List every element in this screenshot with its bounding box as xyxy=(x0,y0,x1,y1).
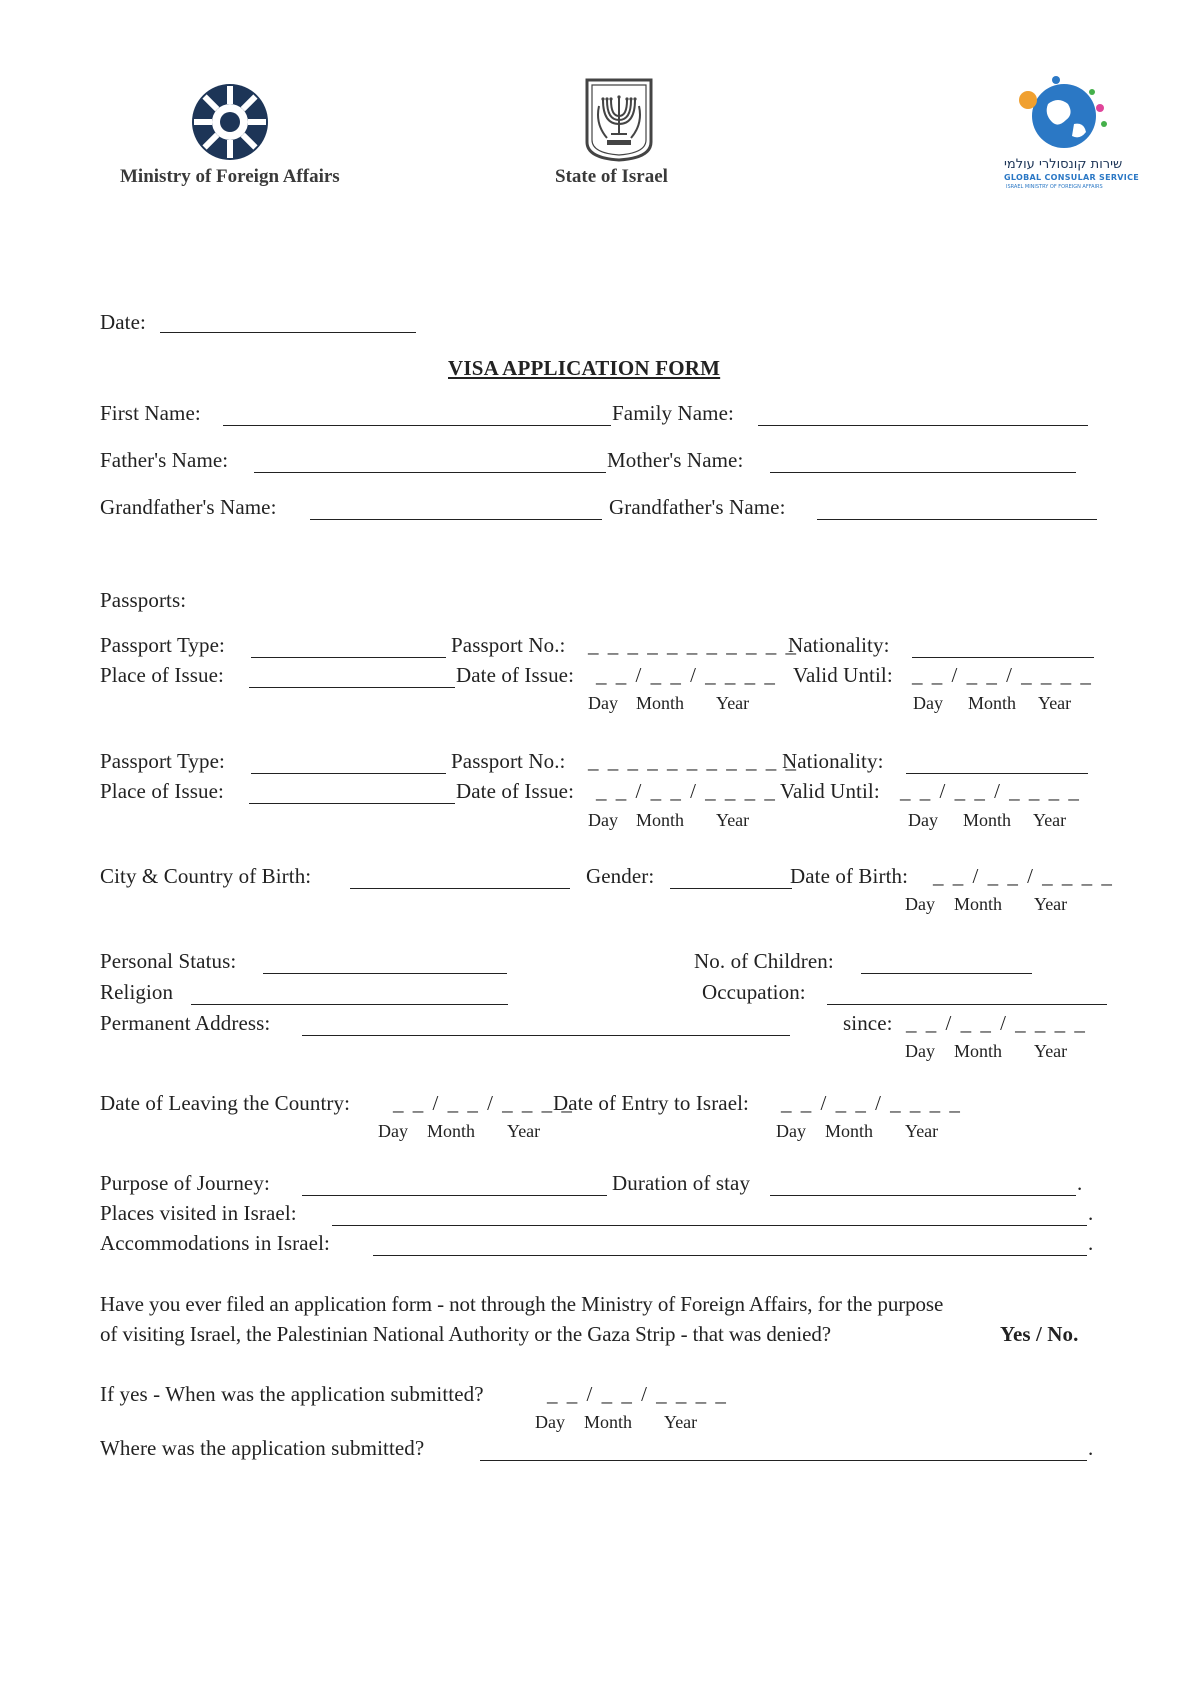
nationality-field[interactable] xyxy=(912,657,1094,658)
permanent-address-label: Permanent Address: xyxy=(100,1011,271,1035)
date-of-issue-label: Date of Issue: xyxy=(456,663,575,687)
grandfathers-name-label-1: Grandfather's Name: xyxy=(100,495,277,519)
valid-until-label: Valid Until: xyxy=(793,663,893,687)
fathers-name-field[interactable] xyxy=(254,472,606,473)
consular-logo-small: ISRAEL MINISTRY OF FOREIGN AFFAIRS xyxy=(1006,184,1103,190)
nationality-field[interactable] xyxy=(906,773,1088,774)
purpose-field[interactable] xyxy=(302,1195,607,1196)
permanent-address-field[interactable] xyxy=(302,1035,790,1036)
date-part-month: Month xyxy=(636,693,685,713)
duration-label: Duration of stay xyxy=(612,1171,751,1195)
mfa-logo-caption: Ministry of Foreign Affairs xyxy=(120,166,340,187)
state-logo-caption: State of Israel xyxy=(555,166,668,187)
passports-heading: Passports: xyxy=(100,588,187,612)
passport-no-label: Passport No.: xyxy=(451,749,566,773)
date-part-day: Day xyxy=(378,1121,408,1141)
mothers-name-label: Mother's Name: xyxy=(607,448,744,472)
date-leaving-label: Date of Leaving the Country: xyxy=(100,1091,351,1115)
nationality-label: Nationality: xyxy=(788,633,890,657)
menorah-emblem-icon xyxy=(583,76,655,162)
duration-field[interactable] xyxy=(770,1195,1076,1196)
accommodations-field[interactable] xyxy=(373,1255,1087,1256)
date-entry-label: Date of Entry to Israel: xyxy=(553,1091,749,1115)
no-of-children-field[interactable] xyxy=(861,973,1032,974)
place-of-issue-field[interactable] xyxy=(249,687,455,688)
date-of-issue-field[interactable]: _ _ / _ _ / _ _ _ _ xyxy=(596,779,777,803)
consular-globe-icon xyxy=(1008,74,1116,156)
passport-no-field[interactable]: _ _ _ _ _ _ _ _ _ _ _ xyxy=(588,749,798,773)
date-part-year: Year xyxy=(905,1121,939,1141)
date-part-month: Month xyxy=(954,1041,1003,1061)
grandfathers-name-field-1[interactable] xyxy=(310,519,602,520)
date-part-day: Day xyxy=(588,693,618,713)
date-part-day: Day xyxy=(776,1121,806,1141)
place-of-issue-field[interactable] xyxy=(249,803,455,804)
passport-no-field[interactable]: _ _ _ _ _ _ _ _ _ _ _ xyxy=(588,633,798,657)
date-part-month: Month xyxy=(825,1121,874,1141)
place-of-issue-label: Place of Issue: xyxy=(100,663,224,687)
date-part-day: Day xyxy=(905,894,935,914)
date-part-month: Month xyxy=(963,810,1012,830)
date-part-day: Day xyxy=(913,693,943,713)
since-field[interactable]: _ _ / _ _ / _ _ _ _ xyxy=(906,1011,1087,1035)
when-submitted-field[interactable]: _ _ / _ _ / _ _ _ _ xyxy=(547,1382,728,1406)
accommodations-period: . xyxy=(1088,1231,1094,1255)
occupation-field[interactable] xyxy=(827,1004,1107,1005)
passport-type-label: Passport Type: xyxy=(100,633,225,657)
date-part-year: Year xyxy=(1034,1041,1068,1061)
valid-until-field[interactable]: _ _ / _ _ / _ _ _ _ xyxy=(912,663,1093,687)
since-label: since: xyxy=(843,1011,893,1035)
when-submitted-label: If yes - When was the application submitted? xyxy=(100,1382,484,1406)
date-field[interactable] xyxy=(160,332,416,333)
places-visited-field[interactable] xyxy=(332,1225,1087,1226)
passport-type-field[interactable] xyxy=(251,773,446,774)
family-name-field[interactable] xyxy=(758,425,1088,426)
fathers-name-label: Father's Name: xyxy=(100,448,229,472)
date-of-issue-label: Date of Issue: xyxy=(456,779,575,803)
religion-label: Religion xyxy=(100,980,174,1004)
city-country-birth-label: City & Country of Birth: xyxy=(100,864,312,888)
mothers-name-field[interactable] xyxy=(770,472,1076,473)
where-submitted-field[interactable] xyxy=(480,1460,1087,1461)
date-leaving-field[interactable]: _ _ / _ _ / _ _ _ _ xyxy=(393,1091,574,1115)
place-of-issue-label: Place of Issue: xyxy=(100,779,224,803)
passport-no-label: Passport No.: xyxy=(451,633,566,657)
date-part-month: Month xyxy=(954,894,1003,914)
first-name-label: First Name: xyxy=(100,401,201,425)
date-part-year: Year xyxy=(1033,810,1067,830)
date-part-day: Day xyxy=(535,1412,565,1432)
date-part-year: Year xyxy=(1038,693,1072,713)
personal-status-label: Personal Status: xyxy=(100,949,237,973)
date-part-month: Month xyxy=(427,1121,476,1141)
consular-logo-hebrew: שירות קונסולרי עולמי xyxy=(1004,157,1123,172)
yes-no-choice[interactable]: Yes / No. xyxy=(1000,1322,1079,1346)
date-part-month: Month xyxy=(584,1412,633,1432)
first-name-field[interactable] xyxy=(223,425,611,426)
duration-period: . xyxy=(1077,1171,1083,1195)
date-part-year: Year xyxy=(664,1412,698,1432)
date-part-day: Day xyxy=(588,810,618,830)
date-of-issue-field[interactable]: _ _ / _ _ / _ _ _ _ xyxy=(596,663,777,687)
date-of-birth-field[interactable]: _ _ / _ _ / _ _ _ _ xyxy=(933,864,1114,888)
date-label: Date: xyxy=(100,310,146,334)
date-entry-field[interactable]: _ _ / _ _ / _ _ _ _ xyxy=(781,1091,962,1115)
date-part-day: Day xyxy=(905,1041,935,1061)
date-part-year: Year xyxy=(716,693,750,713)
places-period: . xyxy=(1088,1201,1094,1225)
where-submitted-label: Where was the application submitted? xyxy=(100,1436,425,1460)
denied-question-line2: of visiting Israel, the Palestinian National Authority or the Gaza Strip - that was denied? xyxy=(100,1322,831,1346)
date-part-year: Year xyxy=(1034,894,1068,914)
religion-field[interactable] xyxy=(191,1004,508,1005)
denied-question-line1: Have you ever filed an application form - not through the Ministry of Foreign Affairs, for the purpose xyxy=(100,1292,944,1316)
valid-until-label: Valid Until: xyxy=(780,779,880,803)
gender-field[interactable] xyxy=(670,888,792,889)
city-country-birth-field[interactable] xyxy=(350,888,570,889)
date-part-year: Year xyxy=(716,810,750,830)
grandfathers-name-label-2: Grandfather's Name: xyxy=(609,495,786,519)
nationality-label: Nationality: xyxy=(782,749,884,773)
gender-label: Gender: xyxy=(586,864,655,888)
accommodations-label: Accommodations in Israel: xyxy=(100,1231,330,1255)
valid-until-field[interactable]: _ _ / _ _ / _ _ _ _ xyxy=(900,779,1081,803)
personal-status-field[interactable] xyxy=(263,973,507,974)
mfa-emblem-icon xyxy=(190,82,270,162)
where-period: . xyxy=(1088,1436,1094,1460)
passport-type-field[interactable] xyxy=(251,657,446,658)
occupation-label: Occupation: xyxy=(702,980,806,1004)
passport-type-label: Passport Type: xyxy=(100,749,225,773)
date-part-month: Month xyxy=(636,810,685,830)
consular-logo-english: GLOBAL CONSULAR SERVICE xyxy=(1004,173,1140,182)
date-part-month: Month xyxy=(968,693,1017,713)
form-title: VISA APPLICATION FORM xyxy=(448,356,721,380)
purpose-label: Purpose of Journey: xyxy=(100,1171,270,1195)
date-part-year: Year xyxy=(507,1121,541,1141)
family-name-label: Family Name: xyxy=(612,401,734,425)
date-part-day: Day xyxy=(908,810,938,830)
no-of-children-label: No. of Children: xyxy=(694,949,834,973)
places-visited-label: Places visited in Israel: xyxy=(100,1201,297,1225)
date-of-birth-label: Date of Birth: xyxy=(790,864,909,888)
grandfathers-name-field-2[interactable] xyxy=(817,519,1097,520)
